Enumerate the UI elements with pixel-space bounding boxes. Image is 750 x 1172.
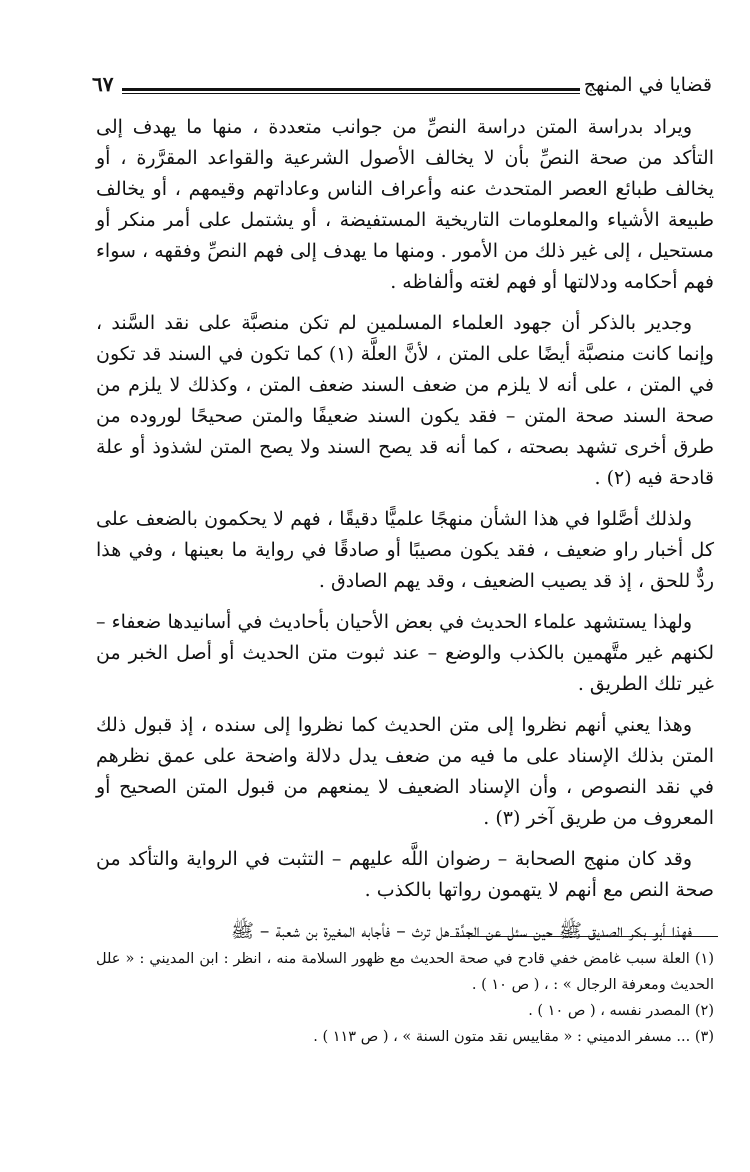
paragraph: ويراد بدراسة المتن دراسة النصِّ من جوانب متعددة ، منها ما يهدف إلى التأكد من صحة النصِّ بأن لا يخالف الأصول الشرعية والقواعد المقرَّرة ، أو يخالف طبائع العصر المتحدث عنه وأعراف الناس وعاداتهم وقيمهم ، أو يخالف طبيعة الأشياء والمعلومات التاريخية المستفيضة ، أو يشتمل على أمر منكر أو مستحيل ، إلى غير ذلك من الأمور . ومنها ما يهدف إلى فهم النصِّ وفقهه ، سواء فهم أحكامه ودلالتها أو فهم لغته وألفاظه .: [96, 116, 714, 293]
footnote: (٢) المصدر نفسه ، ( ص ١٠ ) .: [528, 1003, 714, 1019]
header-rule: [122, 88, 580, 94]
page-number: ٦٧: [92, 72, 114, 96]
running-title: قضايا في المنهج: [583, 74, 712, 96]
paragraph: وجدير بالذكر أن جهود العلماء المسلمين لم تكن منصبَّة على نقد السَّند ، وإنما كانت منصبَّة أيضًا على المتن ، لأنَّ العلَّة (١) كما تكون في السند قد تكون في المتن ، على أنه لا يلزم من ضعف السند ضعف المتن ، وكذلك لا يلزم من صحة السند صحة المتن – فقد يكون السند ضعيفًا والمتن صحيحًا لوروده من طرق أخرى تشهد بصحته ، كما أنه قد يصح السند ولا يصح المتن لشذوذ أو علة قادحة فيه (٢) .: [96, 312, 714, 489]
running-header: [92, 70, 712, 104]
paragraph: ولذلك أصَّلوا في هذا الشأن منهجًا علميًّا دقيقًا ، فهم لا يحكمون بالضعف على كل أخبار راو ضعيف ، فقد يكون مصيبًا أو صادقًا في رواية ما بعينها ، وفي هذا ردٌّ للحق ، إذ قد يصيب الضعيف ، وقد يهم الصادق .: [96, 508, 714, 592]
paragraph: وقد كان منهج الصحابة – رضوان اللَّه عليهم – التثبت في الرواية والتأكد من صحة النص مع أنهم لا يتهمون رواتها بالكذب .: [96, 848, 714, 901]
footnote-separator: [450, 936, 718, 937]
footnote: (١) العلة سبب غامض خفي قادح في صحة الحديث مع ظهور السلامة منه ، انظر : ابن المديني : « علل الحديث ومعرفة الرجال » : ، ( ص ١٠ ) .: [96, 951, 714, 993]
paragraph: وهذا يعني أنهم نظروا إلى متن الحديث كما نظروا إلى سنده ، إذ قبول ذلك المتن بذلك الإسناد على ما فيه من ضعف يدل دلالة واضحة على عمق نظرهم في نقد النصوص ، وأن الإسناد الضعيف لا يمنعهم من قبول المتن الصحيح أو المعروف من طريق آخر (٣) .: [96, 714, 714, 829]
footnotes: [96, 946, 714, 1050]
paragraph: ولهذا يستشهد علماء الحديث في بعض الأحيان بأحاديث في أسانيدها ضعفاء – لكنهم غير متَّهمين بالكذب والوضع – عند ثبوت متن الحديث أو أصل الخبر من غير تلك الطريق .: [96, 611, 714, 695]
main-text: [96, 112, 714, 957]
paragraph: فهذا أبو بكر الصديق ﷺ حين سئل عن الجدَّة هل ترث – فأجابه المغيرة بن شعبة – ﷺ: [230, 920, 692, 942]
footnote: (٣) ... مسفر الدميني : « مقاييس نقد متون السنة » ، ( ص ١١٣ ) .: [313, 1029, 714, 1045]
